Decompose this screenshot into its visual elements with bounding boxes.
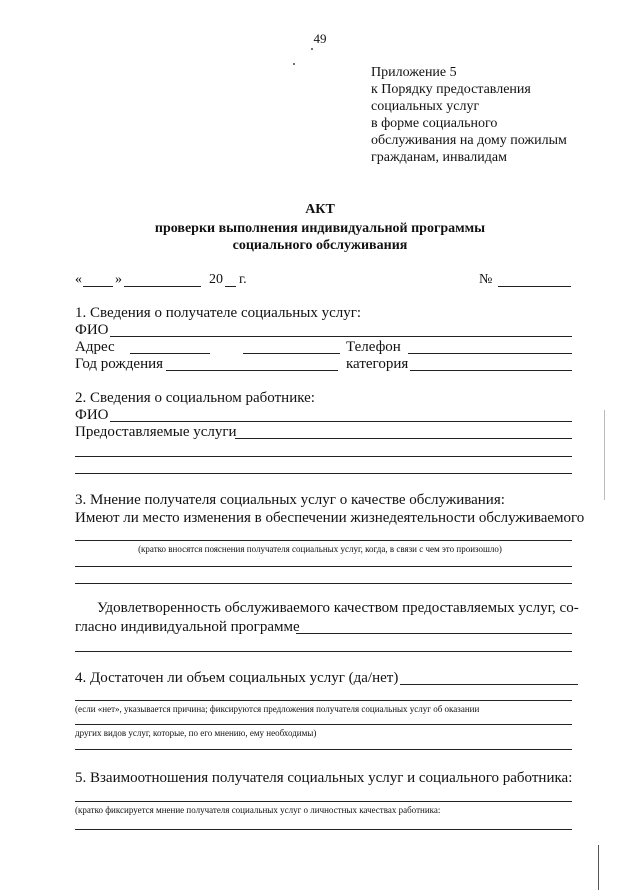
satisfaction-text: Удовлетворенность обслуживаемого качеством предоставляемых услуг, со- [97, 600, 579, 616]
number-sign: № [479, 272, 493, 287]
appendix-line: в форме социального [371, 116, 498, 131]
section2-heading: 2. Сведения о социальном работнике: [75, 390, 315, 406]
appendix-line: Приложение 5 [371, 65, 457, 80]
services-field-line[interactable] [75, 456, 572, 457]
scan-speck [311, 48, 313, 50]
scan-margin-line [598, 845, 599, 890]
section4-heading: 4. Достаточен ли объем социальных услуг (да/нет) [75, 670, 399, 686]
fio-label: ФИО [75, 407, 109, 423]
changes-field-line[interactable] [75, 583, 572, 584]
section5-note: (кратко фиксируется мнение получателя социальных услуг о личностных качествах работника: [75, 805, 441, 815]
volume-field-line[interactable] [75, 749, 572, 750]
satisfaction-label: гласно индивидуальной программе [75, 619, 300, 635]
section5-heading: 5. Взаимоотношения получателя социальных услуг и социального работника: [75, 770, 573, 786]
volume-field-line[interactable] [75, 700, 572, 701]
appendix-line: обслуживания на дому пожилым [371, 133, 567, 148]
scan-margin-line [604, 410, 605, 500]
year-field[interactable] [225, 286, 236, 287]
appendix-line: социальных услуг [371, 99, 480, 114]
section1-heading: 1. Сведения о получателе социальных услуг: [75, 305, 362, 321]
page-number: 49 [313, 31, 327, 46]
birth-year-field[interactable] [166, 370, 338, 371]
year-prefix: 20 [209, 272, 223, 287]
quote-open: « [75, 272, 82, 287]
relationship-field-line[interactable] [75, 801, 572, 802]
document-subtitle: проверки выполнения индивидуальной программы [154, 221, 486, 236]
section4-note: других видов услуг, которые, по его мнению, ему необходимы) [75, 728, 317, 738]
worker-fio-field[interactable] [110, 421, 572, 422]
month-field[interactable] [124, 286, 201, 287]
fio-label: ФИО [75, 322, 109, 338]
address-label: Адрес [75, 339, 115, 355]
number-field[interactable] [498, 286, 571, 287]
section3-question: Имеют ли место изменения в обеспечении жизнедеятельности обслуживаемого [75, 510, 585, 526]
volume-field[interactable] [400, 684, 578, 685]
recipient-fio-field[interactable] [110, 336, 572, 337]
birth-year-label: Год рождения [75, 356, 164, 372]
scan-speck [293, 63, 295, 65]
changes-field-line[interactable] [75, 540, 572, 541]
phone-label: Телефон [346, 339, 401, 355]
services-label: Предоставляемые услуги [75, 424, 237, 440]
volume-field-line[interactable] [75, 724, 572, 725]
category-field[interactable] [410, 370, 572, 371]
services-field[interactable] [235, 438, 572, 439]
document-subtitle: социального обслуживания [232, 238, 408, 253]
phone-field[interactable] [408, 353, 572, 354]
quote-close: » [115, 272, 122, 287]
appendix-block [371, 64, 567, 166]
section3-note: (кратко вносятся пояснения получателя социальных услуг, когда, в связи с чем это произошло) [138, 544, 502, 554]
relationship-field-line[interactable] [75, 829, 572, 830]
satisfaction-field[interactable] [296, 633, 572, 634]
section4-note: (если «нет», указывается причина; фиксируются предложения получателя социальных услуг об оказании [75, 704, 480, 714]
day-field[interactable] [83, 286, 113, 287]
address-field[interactable] [130, 353, 210, 354]
services-field-line[interactable] [75, 473, 572, 474]
year-suffix: г. [239, 272, 247, 287]
address-field-2[interactable] [243, 353, 340, 354]
satisfaction-field-line[interactable] [75, 651, 572, 652]
changes-field-line[interactable] [75, 566, 572, 567]
appendix-line: гражданам, инвалидам [371, 150, 507, 165]
appendix-line: к Порядку предоставления [371, 82, 531, 97]
section3-heading: 3. Мнение получателя социальных услуг о качестве обслуживания: [75, 492, 505, 508]
document-title: АКТ [305, 202, 335, 217]
category-label: категория [346, 356, 409, 372]
